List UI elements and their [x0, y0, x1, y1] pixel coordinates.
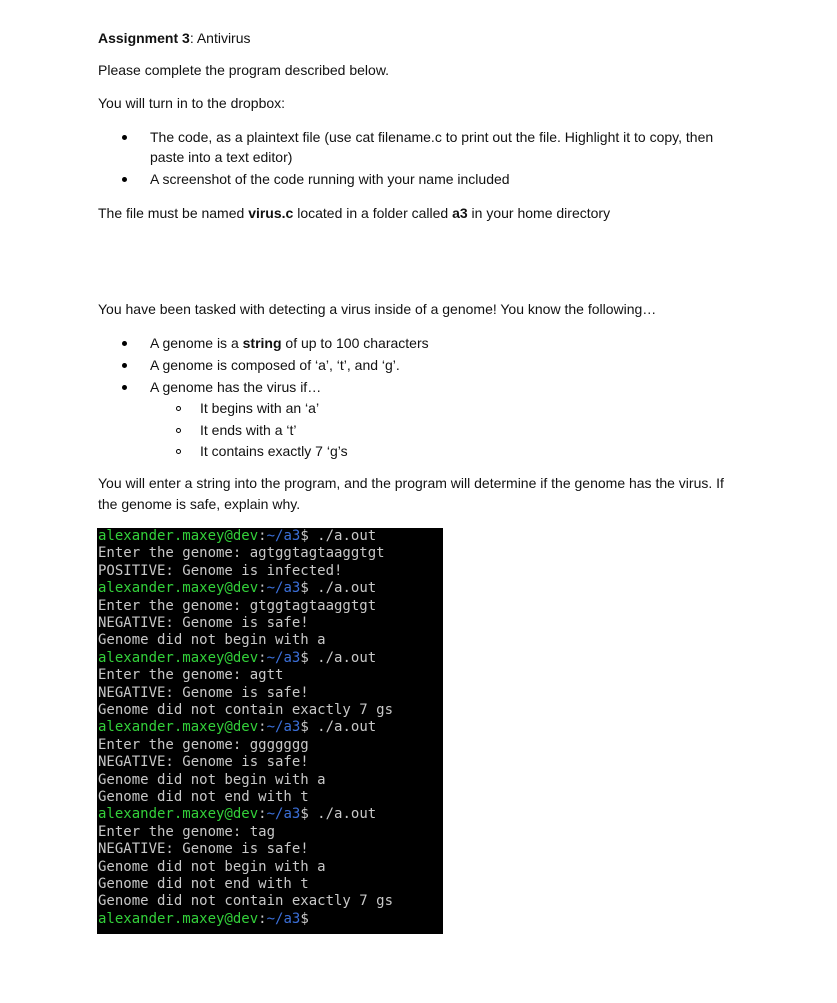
terminal-line: Genome did not end with t — [98, 876, 309, 892]
terminal-line: NEGATIVE: Genome is safe! — [98, 754, 309, 771]
circle-bullet-icon — [176, 428, 181, 433]
terminal-line: Genome did not end with t — [98, 789, 309, 805]
terminal-line: Genome did not contain exactly 7 gs — [98, 702, 394, 718]
title-rest: : Antivirus — [189, 30, 251, 46]
terminal-prompt: alexander.maxey@dev:~/a3$ ./a.out — [98, 806, 377, 823]
terminal-screenshot — [97, 528, 443, 934]
terminal-line: Enter the genome: gtggtagtaaggtgt — [98, 597, 377, 614]
terminal-prompt: alexander.maxey@dev:~/a3$ ./a.out — [98, 719, 377, 736]
terminal-final-prompt: alexander.maxey@dev:~/a3$ — [98, 910, 309, 927]
bullet-icon — [122, 341, 127, 346]
intro-line-2: You will turn in to the dropbox: — [98, 95, 286, 111]
bullet-icon — [122, 385, 127, 390]
terminal-line: Enter the genome: tag — [98, 823, 276, 840]
file-requirement: The file must be named virus.c located in a folder called a3 in your home directory — [98, 205, 611, 221]
terminal-line: Genome did not begin with a — [98, 858, 326, 875]
terminal-line: Genome did not begin with a — [98, 771, 326, 788]
assignment-title — [98, 29, 251, 48]
terminal-prompt: alexander.maxey@dev:~/a3$ ./a.out — [98, 580, 377, 597]
terminal-line: Enter the genome: agtt — [98, 667, 284, 684]
terminal-line: Genome did not begin with a — [98, 632, 326, 649]
terminal-line: NEGATIVE: Genome is safe! — [98, 684, 309, 701]
bullet-icon — [122, 363, 127, 368]
intro-line-1: Please complete the program described below. — [98, 62, 390, 78]
terminal-line: NEGATIVE: Genome is safe! — [98, 841, 309, 858]
terminal-line: Enter the genome: agtggtagtaaggtgt — [98, 545, 385, 562]
circle-bullet-icon — [176, 406, 181, 411]
instructions-line-2: the genome is safe, explain why. — [98, 496, 301, 512]
circle-bullet-icon — [176, 449, 181, 454]
bullet-icon — [122, 177, 127, 182]
title-bold: Assignment 3 — [98, 30, 190, 46]
task-description: You have been tasked with detecting a virus inside of a genome! You know the following… — [98, 301, 657, 317]
bullet-icon — [122, 135, 127, 140]
terminal-line: POSITIVE: Genome is infected! — [98, 562, 343, 579]
terminal-line: NEGATIVE: Genome is safe! — [98, 615, 309, 631]
terminal-prompt: alexander.maxey@dev:~/a3$ ./a.out — [98, 649, 377, 666]
instructions-line-1: You will enter a string into the program, and the program will determine if the genome has the virus. If — [98, 475, 724, 491]
terminal-prompt: alexander.maxey@dev:~/a3$ ./a.out — [98, 528, 377, 544]
terminal-line: Genome did not contain exactly 7 gs — [98, 893, 394, 910]
terminal-line: Enter the genome: ggggggg — [98, 736, 309, 753]
